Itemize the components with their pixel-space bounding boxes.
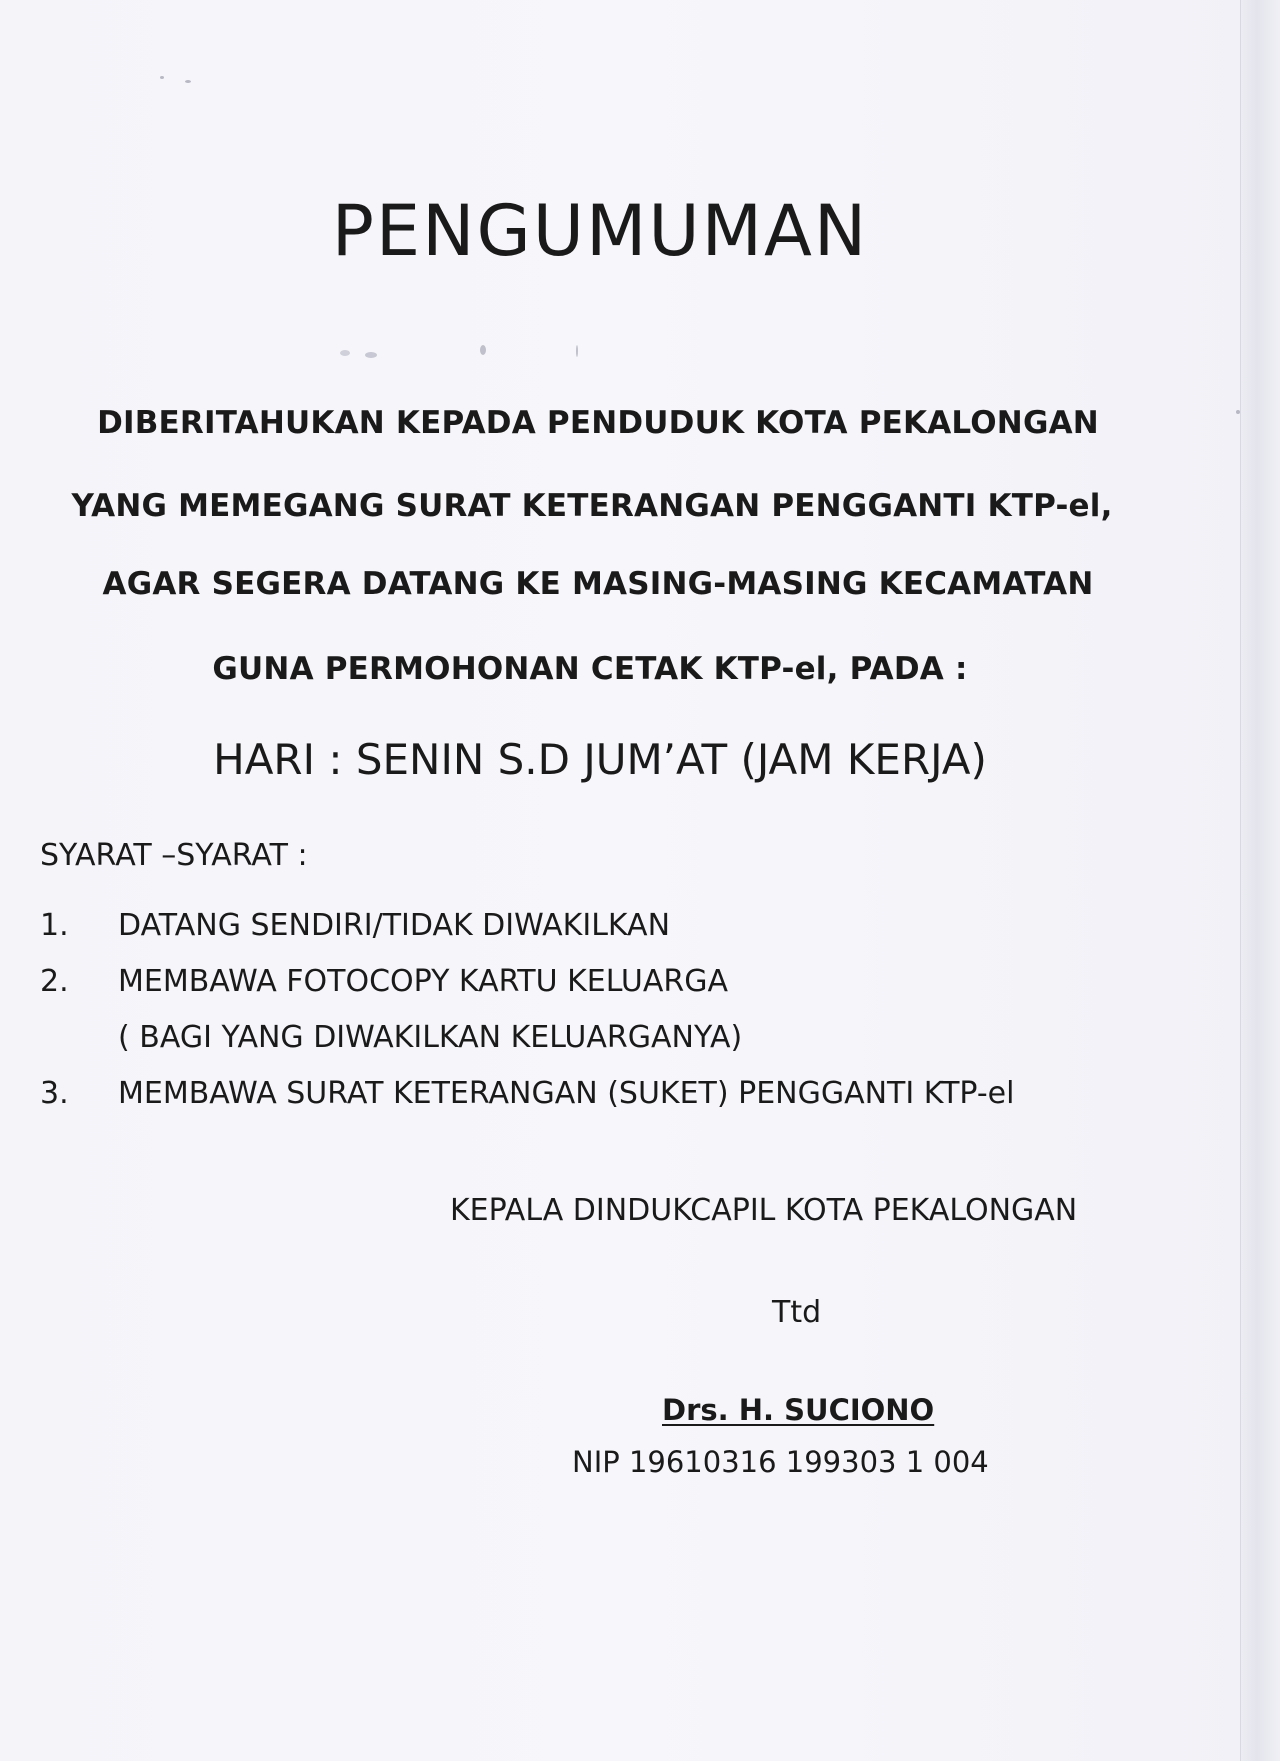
list-item-number: 3. [40,1076,69,1111]
list-item [40,1076,1190,1132]
list-item-text: MEMBAWA SURAT KETERANGAN (SUKET) PENGGANTI KTP-el [118,1076,1015,1111]
requirements-heading: SYARAT –SYARAT : [40,838,308,873]
signed-mark: Ttd [772,1295,822,1330]
list-item-note [40,1020,1190,1076]
list-item-number: 2. [40,964,69,999]
list-item [40,908,1190,964]
list-item-note-text: ( BAGI YANG DIWAKILKAN KELUARGANYA) [118,1020,743,1055]
signer-position: KEPALA DINDUKCAPIL KOTA PEKALONGAN [450,1193,1078,1228]
page-title: PENGUMUMAN [331,190,869,272]
list-item-number: 1. [40,908,69,943]
intro-line-1: DIBERITAHUKAN KEPADA PENDUDUK KOTA PEKALONGAN [97,405,1099,441]
paper-edge [1240,0,1280,1761]
intro-line-3: AGAR SEGERA DATANG KE MASING-MASING KECAMATAN [102,566,1094,602]
intro-line-2: YANG MEMEGANG SURAT KETERANGAN PENGGANTI KTP-el, [71,488,1113,524]
paper-speck [1236,410,1240,414]
intro-line-4: GUNA PERMOHONAN CETAK KTP-el, PADA : [212,651,968,687]
list-item [40,964,1190,1020]
paper-speck [576,345,578,357]
list-item-text: DATANG SENDIRI/TIDAK DIWAKILKAN [118,908,671,943]
schedule-line: HARI : SENIN S.D JUM’AT (JAM KERJA) [213,735,987,784]
list-item-text: MEMBAWA FOTOCOPY KARTU KELUARGA [118,964,729,999]
paper-speck [365,352,377,358]
paper-speck [480,345,486,355]
requirements-list [40,908,1190,1132]
signer-nip: NIP 19610316 199303 1 004 [572,1445,989,1479]
paper-speck [185,80,191,83]
signer-name: Drs. H. SUCIONO [662,1393,935,1427]
paper-speck [160,76,164,79]
paper-speck [340,350,350,356]
